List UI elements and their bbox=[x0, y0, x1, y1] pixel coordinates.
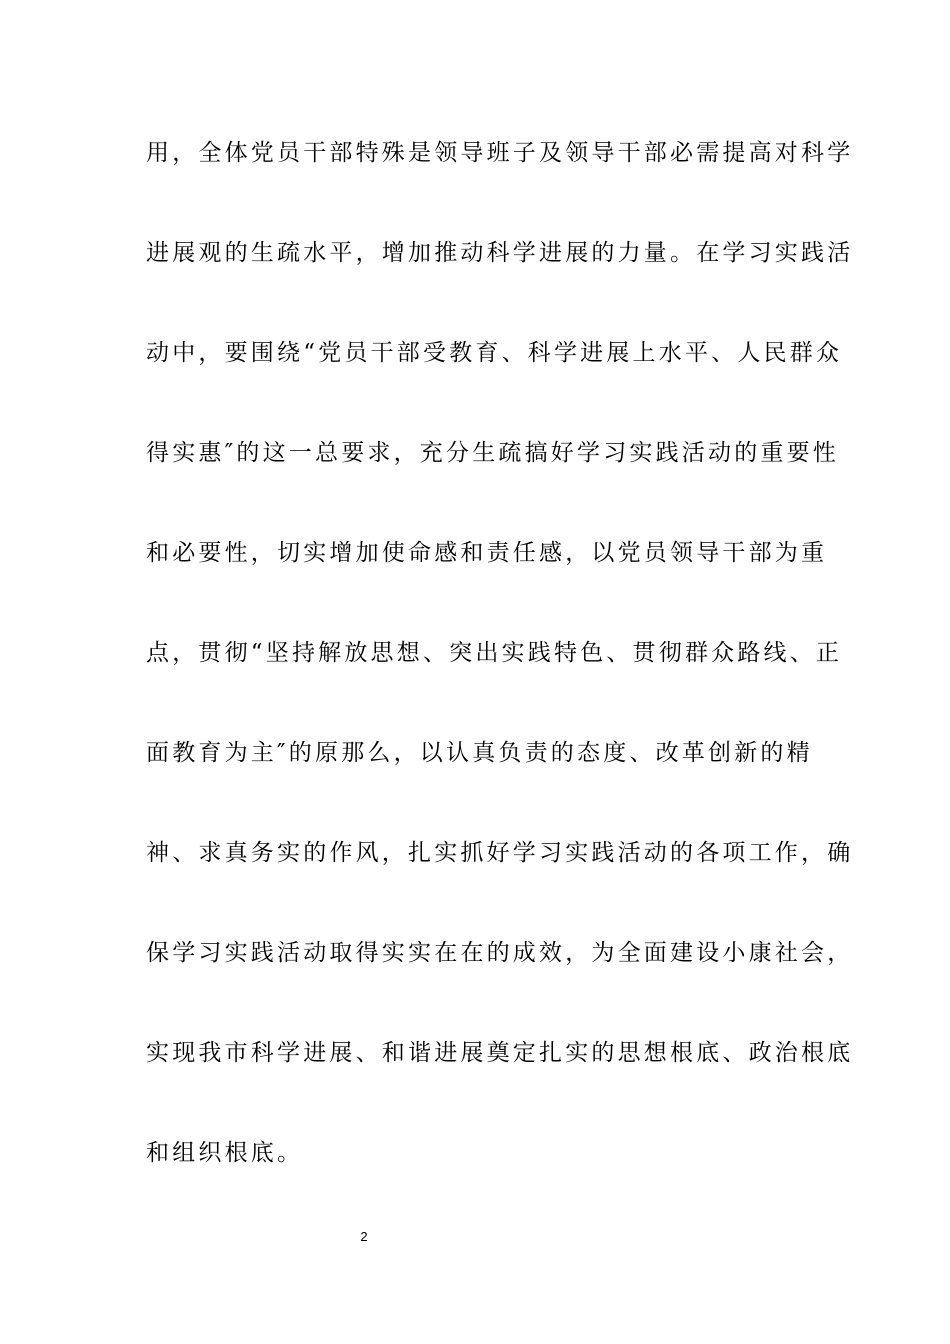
text-line-6: 点，贯彻“坚持解放思想、突出实践特色、贯彻群众路线、正 bbox=[146, 640, 843, 666]
text-line-2: 进展观的生疏水平，增加推动科学进展的力量。在学习实践活 bbox=[146, 240, 854, 266]
text-line-10: 实现我市科学进展、和谐进展奠定扎实的思想根底、政治根底 bbox=[146, 1040, 854, 1066]
page-number: 2 bbox=[360, 1229, 368, 1244]
text-line-4: 得实惠″的这一总要求，充分生疏搞好学习实践活动的重要性 bbox=[146, 440, 839, 466]
text-line-5: 和必要性，切实增加使命感和责任感，以党员领导干部为重 bbox=[146, 540, 828, 566]
body-paragraph bbox=[146, 128, 854, 1228]
text-line-9: 保学习实践活动取得实实在在的成效，为全面建设小康社会， bbox=[146, 940, 854, 966]
text-line-8: 神、求真务实的作风，扎实抓好学习实践活动的各项工作，确 bbox=[146, 840, 854, 866]
text-line-11: 和组织根底。 bbox=[146, 1140, 304, 1166]
text-line-3: 动中，要围绕“党员干部受教育、科学进展上水平、人民群众 bbox=[146, 340, 843, 366]
text-line-1: 用，全体党员干部特殊是领导班子及领导干部必需提高对科学 bbox=[146, 140, 854, 166]
text-line-7: 面教育为主″的原那么，以认真负责的态度、改革创新的精 bbox=[146, 740, 813, 766]
